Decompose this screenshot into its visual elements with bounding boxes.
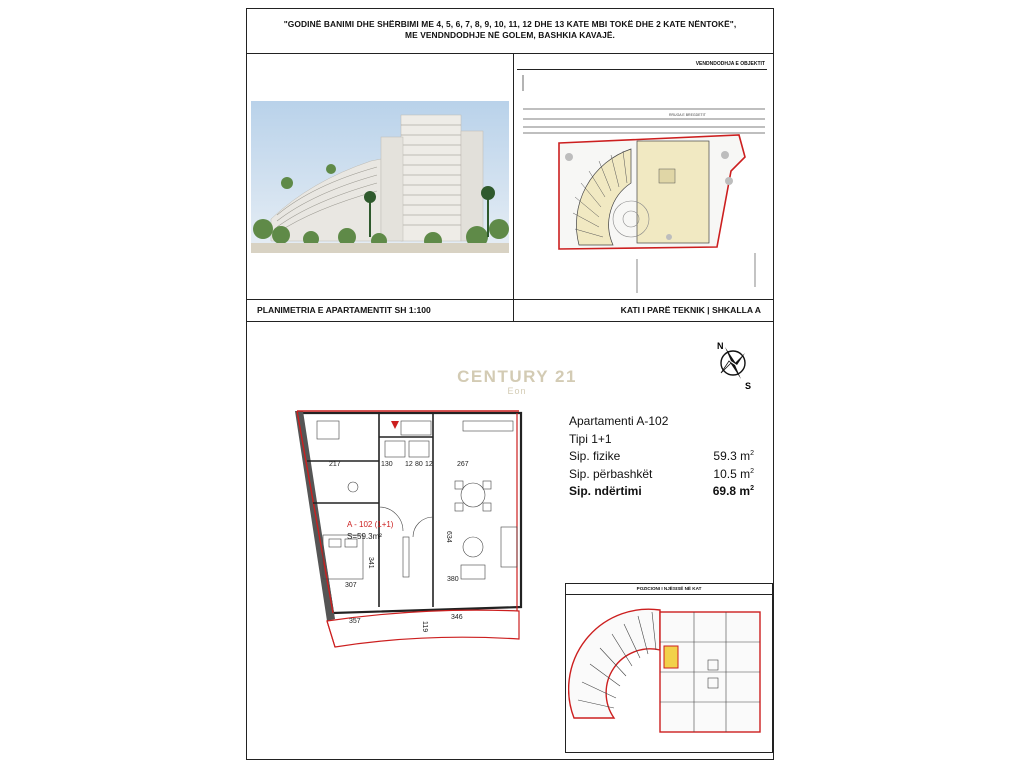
watermark — [447, 367, 587, 396]
apartment-floor-plan — [283, 407, 523, 652]
unit-position-panel — [565, 583, 773, 753]
built-area-label: Sip. ndërtimi — [569, 484, 642, 498]
built-area-value: 69.8 m — [712, 484, 751, 498]
dim-380: 380 — [447, 576, 459, 583]
dim-634: 634 — [445, 531, 452, 543]
dim-341: 341 — [367, 557, 374, 569]
compass-south: S — [745, 381, 752, 391]
physical-area-unit-exp: 2 — [750, 450, 754, 457]
watermark-sub: Eon — [507, 386, 527, 396]
dim-80: 80 — [415, 461, 423, 468]
unit-position-underline — [566, 594, 772, 595]
apartment-info — [569, 413, 754, 501]
title-divider — [247, 53, 773, 54]
plan-section-title: PLANIMETRIA E APARTAMENTIT SH 1:100 — [257, 305, 431, 315]
section-divider — [247, 299, 773, 300]
project-title-line1: "GODINË BANIMI DHE SHËRBIMI ME 4, 5, 6, 7, 8, 9, 10, 11, 12 DHE 13 KATE MBI TOKË DHE 2 KATE NËNTOKË", — [283, 19, 737, 29]
building-rendering — [251, 101, 509, 253]
dim-267: 267 — [457, 461, 469, 468]
common-area-row — [569, 466, 754, 484]
unit-position-map — [568, 598, 770, 750]
section-divider-top — [247, 321, 773, 322]
area-label: S=59.3m² — [347, 532, 382, 541]
site-plan — [519, 61, 769, 299]
compass-icon — [715, 339, 755, 391]
dim-357: 357 — [349, 618, 361, 625]
dim-130: 130 — [381, 461, 393, 468]
unit-label: A - 102 (1+1) — [347, 520, 394, 529]
apartment-type: Tipi 1+1 — [569, 431, 612, 446]
physical-area-value: 59.3 m — [713, 449, 751, 463]
apartment-name: Apartamenti A-102 — [569, 414, 669, 428]
common-area-unit-exp: 2 — [750, 467, 754, 475]
road-label: RRUGA E BREGDETIT — [669, 113, 706, 117]
physical-area-row — [569, 448, 754, 466]
compass-north: N — [717, 341, 724, 351]
common-area-value: 10.5 m — [713, 466, 751, 481]
common-area-label: Sip. përbashkët — [569, 466, 653, 481]
dim-12b: 12 — [425, 461, 433, 468]
dim-119: 119 — [421, 621, 428, 633]
dim-217: 217 — [329, 461, 341, 468]
built-area-unit-exp: 2 — [750, 485, 754, 492]
watermark-brand: CENTURY 21 — [457, 367, 577, 386]
top-vertical-divider — [513, 53, 514, 321]
unit-position-label: POZICIONI I NJËSISË NË KAT — [636, 586, 702, 591]
physical-area-label: Sip. fizike — [569, 449, 621, 463]
built-area-row — [569, 483, 754, 501]
project-title-line2: ME VENDNDODHJE NË GOLEM, BASHKIA KAVAJË. — [405, 30, 615, 40]
project-title — [255, 19, 765, 41]
dim-307: 307 — [345, 582, 357, 589]
site-label: VENDNDODHJA E OBJEKTIT — [695, 61, 765, 67]
drawing-sheet — [246, 8, 774, 760]
dim-346: 346 — [451, 614, 463, 621]
dim-12a: 12 — [405, 461, 413, 468]
floor-section-title: KATI I PARË TEKNIK | SHKALLA A — [620, 305, 761, 315]
highlighted-unit — [664, 646, 678, 668]
